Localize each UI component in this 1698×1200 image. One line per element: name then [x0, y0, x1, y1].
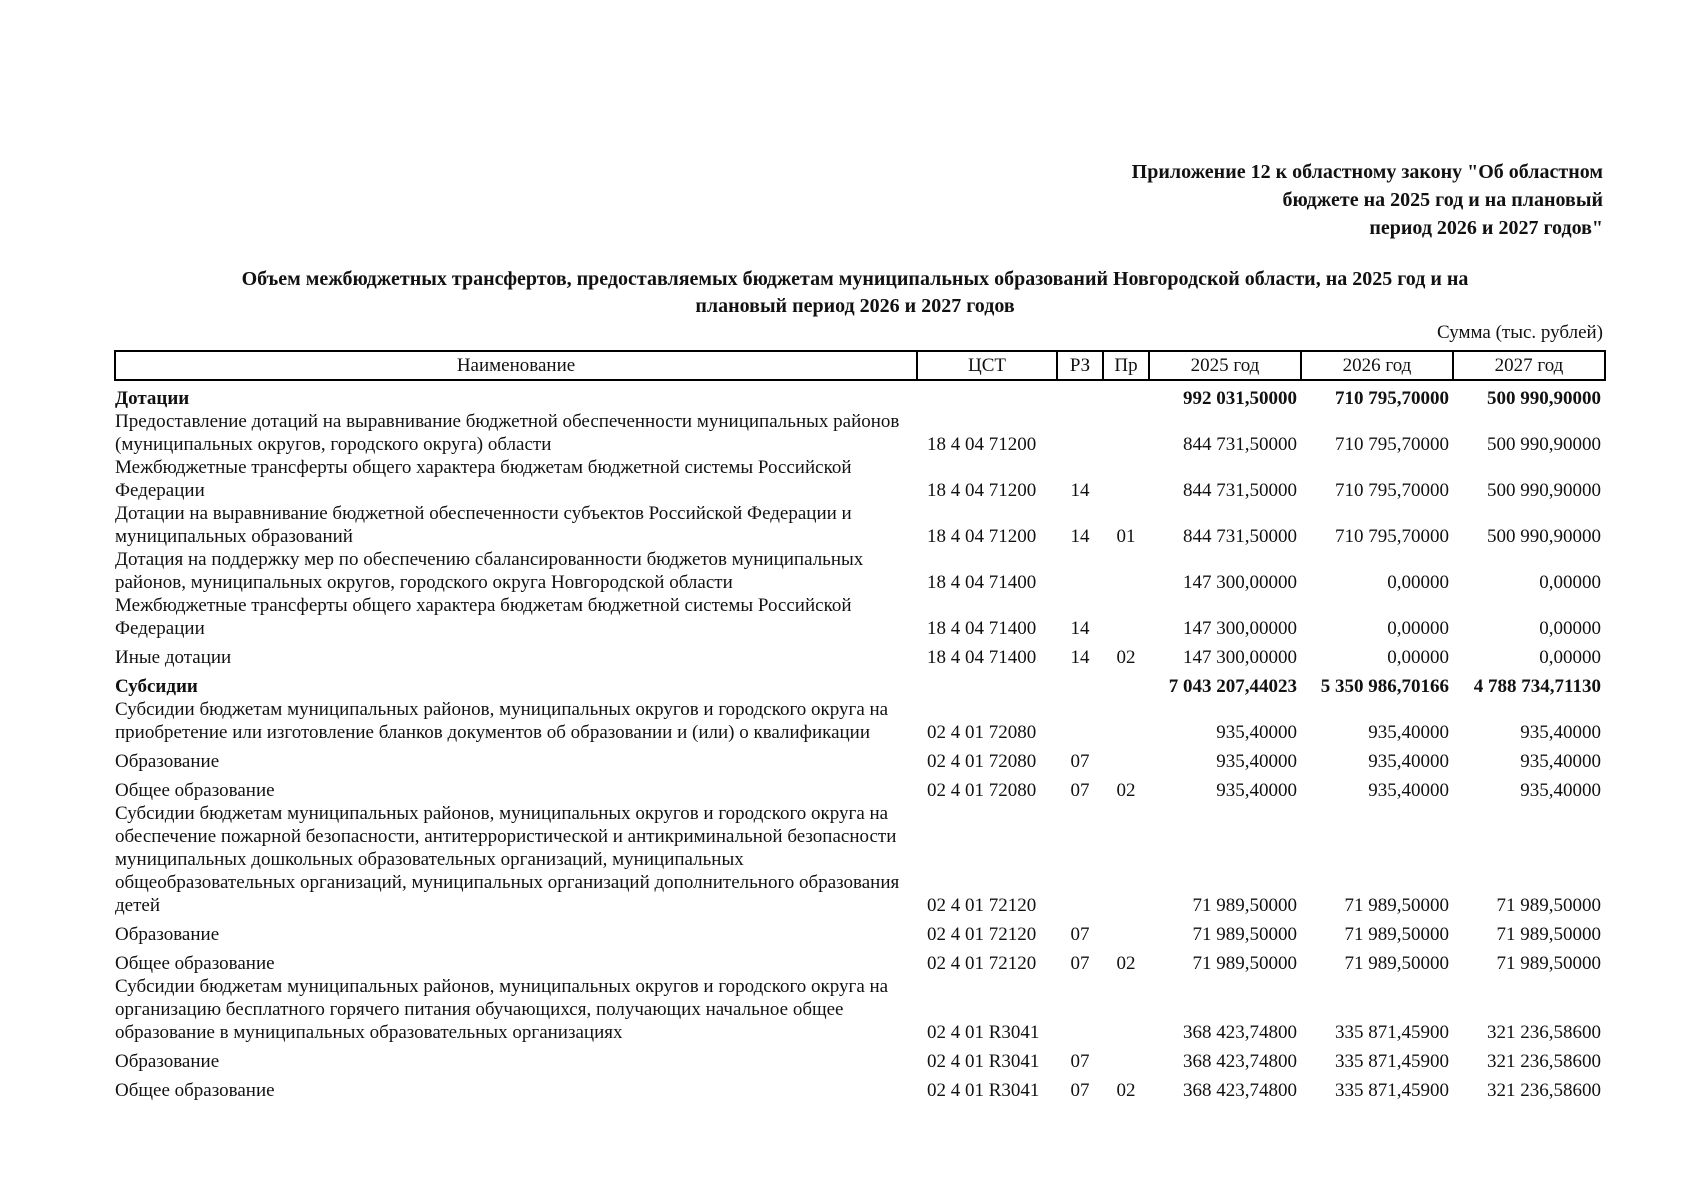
row-pr	[1103, 802, 1149, 917]
units-label: Сумма (тыс. рублей)	[1437, 322, 1603, 343]
row-cst: 02 4 01 R3041	[927, 1080, 1040, 1101]
row-2027: 71 989,50000	[1496, 924, 1601, 945]
table-row	[115, 410, 1605, 456]
table-row	[115, 502, 1605, 548]
row-2025: 71 989,50000	[1192, 924, 1297, 945]
row-2025: 844 731,50000	[1183, 434, 1297, 455]
row-pr	[1103, 750, 1149, 773]
table-row	[115, 456, 1605, 502]
row-cst	[917, 387, 1057, 410]
row-rz: 07	[1070, 751, 1090, 772]
row-2027: 935,40000	[1520, 722, 1601, 743]
row-cst: 18 4 04 71200	[927, 434, 1037, 455]
row-2027: 321 236,58600	[1487, 1080, 1601, 1101]
row-cst: 02 4 01 R3041	[927, 1051, 1040, 1072]
row-rz	[1057, 675, 1103, 698]
table-row	[115, 802, 1605, 917]
row-2025: 844 731,50000	[1183, 526, 1297, 547]
row-2026: 0,00000	[1387, 647, 1449, 668]
table-row	[115, 1079, 1605, 1102]
row-cst: 02 4 01 72080	[927, 780, 1037, 801]
row-name: Образование	[115, 1051, 220, 1072]
row-2026: 335 871,45900	[1335, 1080, 1449, 1101]
header-pr: Пр	[1103, 351, 1149, 380]
row-pr	[1103, 410, 1149, 456]
row-pr	[1103, 923, 1149, 946]
row-pr	[1103, 1050, 1149, 1073]
table-row	[115, 594, 1605, 640]
row-2027: 500 990,90000	[1487, 480, 1601, 501]
row-pr: 02	[1116, 647, 1136, 668]
row-pr	[1103, 456, 1149, 502]
row-2027: 71 989,50000	[1496, 895, 1601, 916]
row-name: Межбюджетные трансферты общего характера бюджетам бюджетной системы Российской Федерации	[115, 457, 852, 501]
row-2025: 147 300,00000	[1183, 618, 1297, 639]
row-name: Межбюджетные трансферты общего характера бюджетам бюджетной системы Российской Федерации	[115, 595, 852, 639]
table-row	[115, 952, 1605, 975]
row-cst: 18 4 04 71200	[927, 480, 1037, 501]
table-row	[115, 975, 1605, 1044]
row-cst: 02 4 01 72080	[927, 722, 1037, 743]
row-rz: 14	[1070, 480, 1090, 501]
row-2025: 844 731,50000	[1183, 480, 1297, 501]
row-rz	[1057, 975, 1103, 1044]
appendix-line: бюджете на 2025 год и на плановый	[1282, 189, 1603, 211]
transfers-table	[114, 350, 1606, 1102]
document-title	[120, 266, 1590, 320]
row-2027: 4 788 734,71130	[1473, 676, 1601, 697]
title-line: плановый период 2026 и 2027 годов	[695, 295, 1015, 317]
row-rz: 07	[1070, 924, 1090, 945]
row-rz: 07	[1070, 780, 1090, 801]
row-pr: 01	[1116, 526, 1136, 547]
row-2026: 935,40000	[1368, 780, 1449, 801]
row-2026: 710 795,70000	[1335, 526, 1449, 547]
row-2026: 335 871,45900	[1335, 1051, 1449, 1072]
row-2026: 0,00000	[1387, 618, 1449, 639]
row-pr: 02	[1116, 780, 1136, 801]
row-rz: 07	[1070, 1051, 1090, 1072]
row-2025: 147 300,00000	[1183, 647, 1297, 668]
row-name: Дотации на выравнивание бюджетной обеспеченности субъектов Российской Федерации и муниципальных образований	[115, 503, 852, 547]
header-2026: 2026 год	[1301, 351, 1453, 380]
row-pr	[1103, 975, 1149, 1044]
row-name: Дотация на поддержку мер по обеспечению сбалансированности бюджетов муниципальных районов, муниципальных округов, городского округа Новгородской области	[115, 549, 864, 593]
row-cst: 18 4 04 71400	[927, 618, 1037, 639]
row-name: Образование	[115, 924, 220, 945]
row-2026: 335 871,45900	[1335, 1022, 1449, 1043]
row-name: Дотации	[115, 388, 190, 409]
header-2027: 2027 год	[1453, 351, 1605, 380]
table-row	[115, 675, 1605, 698]
row-2026: 935,40000	[1368, 722, 1449, 743]
row-cst: 18 4 04 71400	[927, 647, 1037, 668]
row-2025: 368 423,74800	[1183, 1080, 1297, 1101]
row-2026: 0,00000	[1387, 572, 1449, 593]
row-cst	[917, 675, 1057, 698]
table-row	[115, 1050, 1605, 1073]
row-2025: 71 989,50000	[1192, 895, 1297, 916]
table-row	[115, 923, 1605, 946]
row-2027: 321 236,58600	[1487, 1051, 1601, 1072]
header-cst: ЦСТ	[917, 351, 1057, 380]
row-2027: 500 990,90000	[1487, 388, 1601, 409]
row-cst: 18 4 04 71400	[927, 572, 1037, 593]
row-name: Субсидии	[115, 676, 198, 697]
appendix-line: Приложение 12 к областному закону "Об областном	[1131, 161, 1603, 183]
row-2025: 7 043 207,44023	[1168, 676, 1297, 697]
row-2026: 71 989,50000	[1344, 953, 1449, 974]
row-name: Общее образование	[115, 953, 275, 974]
row-2026: 71 989,50000	[1344, 924, 1449, 945]
table-row	[115, 698, 1605, 744]
row-2025: 935,40000	[1216, 780, 1297, 801]
row-pr: 02	[1116, 1080, 1136, 1101]
row-rz	[1057, 548, 1103, 594]
row-name: Предоставление дотаций на выравнивание бюджетной обеспеченности муниципальных районов (муниципальных округов, городского округа) области	[115, 411, 900, 455]
row-2027: 500 990,90000	[1487, 434, 1601, 455]
appendix-line: период 2026 и 2027 годов"	[1369, 217, 1603, 239]
row-2025: 147 300,00000	[1183, 572, 1297, 593]
row-2027: 321 236,58600	[1487, 1022, 1601, 1043]
table-row	[115, 750, 1605, 773]
row-rz	[1057, 802, 1103, 917]
row-pr	[1103, 387, 1149, 410]
table-row	[115, 779, 1605, 802]
row-rz	[1057, 387, 1103, 410]
row-pr	[1103, 698, 1149, 744]
row-2026: 710 795,70000	[1335, 388, 1449, 409]
row-2026: 935,40000	[1368, 751, 1449, 772]
row-2027: 0,00000	[1539, 572, 1601, 593]
row-2027: 935,40000	[1520, 780, 1601, 801]
row-rz	[1057, 410, 1103, 456]
row-name: Субсидии бюджетам муниципальных районов, муниципальных округов и городского округа на обеспечение пожарной безопасности, антитеррористической и антикриминальной безопасности муниципальных дошкольных образовательных организаций, муниципальных общеобразовательных организаций, муниципальных организаций дополнительного образования детей	[115, 803, 900, 916]
header-name: Наименование	[115, 351, 917, 380]
table-row	[115, 646, 1605, 669]
row-2027: 0,00000	[1539, 618, 1601, 639]
row-2026: 71 989,50000	[1344, 895, 1449, 916]
row-rz: 07	[1070, 1080, 1090, 1101]
header-rz: РЗ	[1057, 351, 1103, 380]
header-2025: 2025 год	[1149, 351, 1301, 380]
row-pr: 02	[1116, 953, 1136, 974]
row-name: Образование	[115, 751, 220, 772]
row-name: Субсидии бюджетам муниципальных районов, муниципальных округов и городского округа на организацию бесплатного горячего питания обучающихся, получающих начальное общее образование в муниципальных образовательных организациях	[115, 976, 889, 1043]
row-name: Общее образование	[115, 1080, 275, 1101]
table-header-row	[115, 351, 1605, 380]
row-name: Общее образование	[115, 780, 275, 801]
title-line: Объем межбюджетных трансфертов, предоставляемых бюджетам муниципальных образований Новгородской области, на 2025 год и на	[241, 268, 1469, 290]
row-cst: 02 4 01 R3041	[927, 1022, 1040, 1043]
row-cst: 18 4 04 71200	[927, 526, 1037, 547]
table-row	[115, 548, 1605, 594]
row-cst: 02 4 01 72080	[927, 751, 1037, 772]
row-2025: 71 989,50000	[1192, 953, 1297, 974]
row-2027: 935,40000	[1520, 751, 1601, 772]
row-2027: 0,00000	[1539, 647, 1601, 668]
row-2025: 935,40000	[1216, 722, 1297, 743]
row-pr	[1103, 675, 1149, 698]
row-rz: 14	[1070, 647, 1090, 668]
row-2027: 500 990,90000	[1487, 526, 1601, 547]
row-pr	[1103, 594, 1149, 640]
appendix-header	[1132, 158, 1603, 242]
row-rz	[1057, 698, 1103, 744]
row-rz: 07	[1070, 953, 1090, 974]
row-rz: 14	[1070, 618, 1090, 639]
row-pr	[1103, 548, 1149, 594]
row-2026: 710 795,70000	[1335, 480, 1449, 501]
row-2026: 710 795,70000	[1335, 434, 1449, 455]
row-2026: 5 350 986,70166	[1320, 676, 1449, 697]
row-2025: 935,40000	[1216, 751, 1297, 772]
table-row	[115, 387, 1605, 410]
row-cst: 02 4 01 72120	[927, 924, 1037, 945]
row-name: Субсидии бюджетам муниципальных районов, муниципальных округов и городского округа на приобретение или изготовление бланков документов об образовании и (или) о квалификации	[115, 699, 889, 743]
row-cst: 02 4 01 72120	[927, 895, 1037, 916]
row-rz: 14	[1070, 526, 1090, 547]
row-2025: 368 423,74800	[1183, 1022, 1297, 1043]
row-2025: 992 031,50000	[1183, 388, 1297, 409]
row-2027: 71 989,50000	[1496, 953, 1601, 974]
row-2025: 368 423,74800	[1183, 1051, 1297, 1072]
row-cst: 02 4 01 72120	[927, 953, 1037, 974]
row-name: Иные дотации	[115, 647, 232, 668]
